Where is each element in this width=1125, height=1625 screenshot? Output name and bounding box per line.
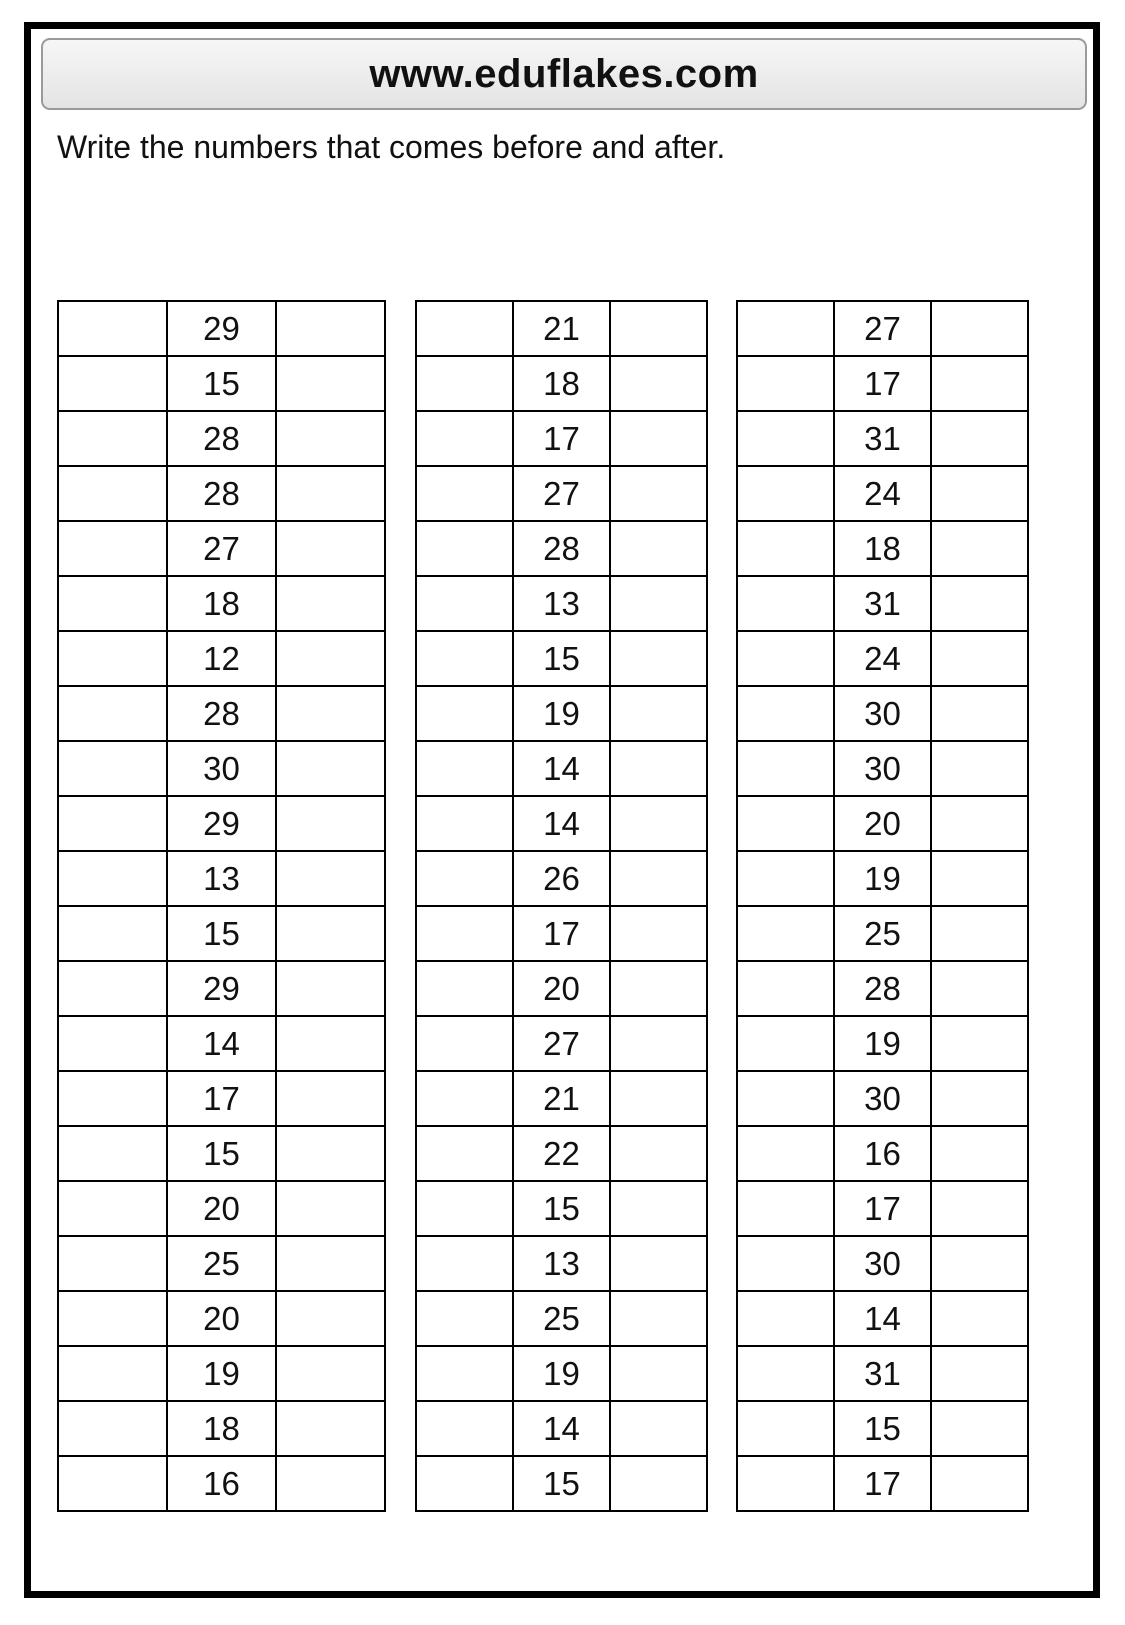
after-answer-cell[interactable] [610,1016,707,1071]
before-answer-cell[interactable] [737,466,834,521]
given-number-cell: 30 [834,741,931,796]
before-answer-cell[interactable] [737,686,834,741]
before-answer-cell[interactable] [737,961,834,1016]
given-number-cell: 28 [167,466,276,521]
table-row [737,1401,1028,1456]
before-answer-cell[interactable] [737,1346,834,1401]
given-number-cell: 27 [513,1016,610,1071]
before-answer-cell[interactable] [737,1401,834,1456]
given-number-cell: 29 [167,301,276,356]
given-number-cell: 14 [167,1016,276,1071]
given-number-cell: 16 [167,1456,276,1511]
before-answer-cell[interactable] [737,1236,834,1291]
before-answer-cell[interactable] [58,1126,167,1181]
given-number-cell: 20 [513,961,610,1016]
table-row [737,356,1028,411]
given-number-cell: 28 [513,521,610,576]
table-row [58,1071,385,1126]
before-answer-cell[interactable] [416,301,513,356]
after-answer-cell[interactable] [610,796,707,851]
header-bar [41,38,1087,110]
table-row [416,741,707,796]
before-answer-cell[interactable] [737,1456,834,1511]
after-answer-cell[interactable] [276,301,385,356]
given-number-cell: 28 [834,961,931,1016]
before-answer-cell[interactable] [58,1016,167,1071]
table-row [58,1236,385,1291]
given-number-cell: 12 [167,631,276,686]
given-number-cell: 19 [513,1346,610,1401]
table-row [58,906,385,961]
before-answer-cell[interactable] [416,1016,513,1071]
before-answer-cell[interactable] [416,686,513,741]
before-answer-cell[interactable] [737,1016,834,1071]
table-row [58,686,385,741]
given-number-cell: 24 [834,631,931,686]
before-answer-cell[interactable] [416,1236,513,1291]
table-row [416,1291,707,1346]
after-answer-cell[interactable] [276,1346,385,1401]
after-answer-cell[interactable] [276,1236,385,1291]
given-number-cell: 15 [167,356,276,411]
before-answer-cell[interactable] [58,961,167,1016]
before-answer-cell[interactable] [416,796,513,851]
given-number-cell: 15 [167,1126,276,1181]
table-row [737,741,1028,796]
before-answer-cell[interactable] [737,741,834,796]
table-row [416,576,707,631]
table-row [58,576,385,631]
before-answer-cell[interactable] [416,906,513,961]
table-row [737,686,1028,741]
given-number-cell: 20 [167,1181,276,1236]
table-row [737,1126,1028,1181]
given-number-cell: 13 [167,851,276,906]
after-answer-cell[interactable] [610,1071,707,1126]
given-number-cell: 27 [167,521,276,576]
given-number-cell: 20 [834,796,931,851]
before-answer-cell[interactable] [416,1401,513,1456]
before-answer-cell[interactable] [737,1126,834,1181]
after-answer-cell[interactable] [610,686,707,741]
table-row [58,356,385,411]
given-number-cell: 15 [834,1401,931,1456]
table-row [416,521,707,576]
table-row [58,1401,385,1456]
given-number-cell: 28 [167,411,276,466]
before-answer-cell[interactable] [416,1126,513,1181]
table-row [416,1126,707,1181]
before-answer-cell[interactable] [737,906,834,961]
given-number-cell: 17 [834,1456,931,1511]
after-answer-cell[interactable] [610,1291,707,1346]
table-row [737,631,1028,686]
before-answer-cell[interactable] [416,521,513,576]
table-row [737,521,1028,576]
given-number-cell: 14 [513,741,610,796]
after-answer-cell[interactable] [931,686,1028,741]
table-row [737,1346,1028,1401]
table-row [416,1401,707,1456]
after-answer-cell[interactable] [931,1456,1028,1511]
before-answer-cell[interactable] [58,301,167,356]
given-number-cell: 31 [834,576,931,631]
table-row [58,301,385,356]
table-row [416,1181,707,1236]
before-answer-cell[interactable] [58,741,167,796]
table-row [58,961,385,1016]
given-number-cell: 13 [513,576,610,631]
site-title: www.eduflakes.com [369,51,759,96]
after-answer-cell[interactable] [276,521,385,576]
after-answer-cell[interactable] [931,796,1028,851]
given-number-cell: 20 [167,1291,276,1346]
before-answer-cell[interactable] [58,686,167,741]
table-row [737,1071,1028,1126]
instruction-text: Write the numbers that comes before and after. [57,129,726,165]
given-number-cell: 24 [834,466,931,521]
after-answer-cell[interactable] [931,1291,1028,1346]
table-row [58,1126,385,1181]
table-row [416,356,707,411]
given-number-cell: 25 [834,906,931,961]
table-row [737,1456,1028,1511]
given-number-cell: 25 [167,1236,276,1291]
after-answer-cell[interactable] [610,1181,707,1236]
before-answer-cell[interactable] [737,411,834,466]
before-answer-cell[interactable] [737,851,834,906]
before-answer-cell[interactable] [416,851,513,906]
given-number-cell: 29 [167,961,276,1016]
after-answer-cell[interactable] [610,1236,707,1291]
given-number-cell: 17 [167,1071,276,1126]
after-answer-cell[interactable] [276,1126,385,1181]
before-answer-cell[interactable] [416,1346,513,1401]
after-answer-cell[interactable] [610,1126,707,1181]
given-number-cell: 19 [834,851,931,906]
after-answer-cell[interactable] [610,356,707,411]
after-answer-cell[interactable] [610,301,707,356]
after-answer-cell[interactable] [276,686,385,741]
after-answer-cell[interactable] [610,741,707,796]
given-number-cell: 18 [834,521,931,576]
before-answer-cell[interactable] [416,1456,513,1511]
given-number-cell: 26 [513,851,610,906]
after-answer-cell[interactable] [276,1401,385,1456]
table-row [416,906,707,961]
number-table-1 [57,300,386,1512]
given-number-cell: 18 [513,356,610,411]
table-row [737,851,1028,906]
before-answer-cell[interactable] [58,411,167,466]
after-answer-cell[interactable] [610,1401,707,1456]
after-answer-cell[interactable] [276,741,385,796]
before-answer-cell[interactable] [737,301,834,356]
after-answer-cell[interactable] [931,576,1028,631]
before-answer-cell[interactable] [58,1456,167,1511]
before-answer-cell[interactable] [58,1236,167,1291]
given-number-cell: 21 [513,1071,610,1126]
after-answer-cell[interactable] [931,1236,1028,1291]
table-row [416,686,707,741]
after-answer-cell[interactable] [610,521,707,576]
table-row [58,411,385,466]
table-row [737,1291,1028,1346]
before-answer-cell[interactable] [737,356,834,411]
after-answer-cell[interactable] [276,1016,385,1071]
after-answer-cell[interactable] [276,1291,385,1346]
before-answer-cell[interactable] [737,1181,834,1236]
after-answer-cell[interactable] [276,631,385,686]
after-answer-cell[interactable] [931,741,1028,796]
after-answer-cell[interactable] [610,411,707,466]
table-row [737,411,1028,466]
before-answer-cell[interactable] [58,576,167,631]
after-answer-cell[interactable] [931,411,1028,466]
after-answer-cell[interactable] [276,796,385,851]
after-answer-cell[interactable] [931,906,1028,961]
table-row [416,1346,707,1401]
after-answer-cell[interactable] [610,961,707,1016]
table-row [58,1016,385,1071]
table-row [58,521,385,576]
given-number-cell: 27 [834,301,931,356]
before-answer-cell[interactable] [737,796,834,851]
table-row [737,466,1028,521]
given-number-cell: 17 [513,906,610,961]
given-number-cell: 15 [513,1181,610,1236]
after-answer-cell[interactable] [931,961,1028,1016]
table-row [416,1456,707,1511]
after-answer-cell[interactable] [610,1346,707,1401]
after-answer-cell[interactable] [610,631,707,686]
given-number-cell: 22 [513,1126,610,1181]
before-answer-cell[interactable] [416,411,513,466]
table-row [58,466,385,521]
given-number-cell: 21 [513,301,610,356]
before-answer-cell[interactable] [58,1291,167,1346]
given-number-cell: 31 [834,1346,931,1401]
given-number-cell: 30 [834,1071,931,1126]
after-answer-cell[interactable] [931,1181,1028,1236]
table-row [58,851,385,906]
table-row [416,851,707,906]
given-number-cell: 27 [513,466,610,521]
table-row [416,961,707,1016]
table-row [737,961,1028,1016]
given-number-cell: 15 [167,906,276,961]
after-answer-cell[interactable] [276,411,385,466]
table-row [416,466,707,521]
worksheet-page [24,22,1100,1598]
after-answer-cell[interactable] [931,521,1028,576]
given-number-cell: 19 [167,1346,276,1401]
before-answer-cell[interactable] [416,961,513,1016]
after-answer-cell[interactable] [931,466,1028,521]
before-answer-cell[interactable] [416,1181,513,1236]
before-answer-cell[interactable] [58,1346,167,1401]
given-number-cell: 17 [834,1181,931,1236]
table-row [58,631,385,686]
before-answer-cell[interactable] [737,576,834,631]
number-table-2 [415,300,708,1512]
after-answer-cell[interactable] [931,1401,1028,1456]
after-answer-cell[interactable] [610,466,707,521]
given-number-cell: 31 [834,411,931,466]
after-answer-cell[interactable] [276,356,385,411]
given-number-cell: 15 [513,1456,610,1511]
after-answer-cell[interactable] [610,906,707,961]
after-answer-cell[interactable] [276,466,385,521]
table-row [58,796,385,851]
before-answer-cell[interactable] [58,521,167,576]
table-row [737,1016,1028,1071]
given-number-cell: 16 [834,1126,931,1181]
after-answer-cell[interactable] [276,961,385,1016]
before-answer-cell[interactable] [58,906,167,961]
before-answer-cell[interactable] [416,741,513,796]
before-answer-cell[interactable] [416,1071,513,1126]
number-table-3 [736,300,1029,1512]
given-number-cell: 18 [167,1401,276,1456]
after-answer-cell[interactable] [610,1456,707,1511]
given-number-cell: 30 [167,741,276,796]
given-number-cell: 29 [167,796,276,851]
table-row [737,576,1028,631]
table-row [58,1456,385,1511]
given-number-cell: 18 [167,576,276,631]
before-answer-cell[interactable] [737,631,834,686]
after-answer-cell[interactable] [931,1071,1028,1126]
given-number-cell: 14 [834,1291,931,1346]
given-number-cell: 19 [834,1016,931,1071]
given-number-cell: 14 [513,1401,610,1456]
after-answer-cell[interactable] [931,851,1028,906]
before-answer-cell[interactable] [737,1291,834,1346]
table-row [58,1346,385,1401]
after-answer-cell[interactable] [610,576,707,631]
before-answer-cell[interactable] [737,1071,834,1126]
table-row [58,1181,385,1236]
table-row [737,301,1028,356]
table-row [416,301,707,356]
after-answer-cell[interactable] [610,851,707,906]
table-row [416,1071,707,1126]
given-number-cell: 19 [513,686,610,741]
after-answer-cell[interactable] [276,1181,385,1236]
given-number-cell: 14 [513,796,610,851]
before-answer-cell[interactable] [58,631,167,686]
after-answer-cell[interactable] [276,576,385,631]
table-row [416,411,707,466]
table-row [737,906,1028,961]
table-row [737,1236,1028,1291]
before-answer-cell[interactable] [416,1291,513,1346]
before-answer-cell[interactable] [416,466,513,521]
before-answer-cell[interactable] [737,521,834,576]
before-answer-cell[interactable] [416,576,513,631]
given-number-cell: 17 [834,356,931,411]
before-answer-cell[interactable] [416,631,513,686]
table-row [58,741,385,796]
before-answer-cell[interactable] [416,356,513,411]
after-answer-cell[interactable] [276,851,385,906]
given-number-cell: 30 [834,686,931,741]
given-number-cell: 28 [167,686,276,741]
table-row [416,1236,707,1291]
table-row [737,796,1028,851]
after-answer-cell[interactable] [931,1126,1028,1181]
table-row [416,796,707,851]
given-number-cell: 15 [513,631,610,686]
table-row [416,1016,707,1071]
after-answer-cell[interactable] [276,1071,385,1126]
before-answer-cell[interactable] [58,356,167,411]
before-answer-cell[interactable] [58,1071,167,1126]
given-number-cell: 30 [834,1236,931,1291]
before-answer-cell[interactable] [58,851,167,906]
after-answer-cell[interactable] [931,301,1028,356]
before-answer-cell[interactable] [58,1401,167,1456]
given-number-cell: 17 [513,411,610,466]
after-answer-cell[interactable] [931,631,1028,686]
before-answer-cell[interactable] [58,796,167,851]
given-number-cell: 13 [513,1236,610,1291]
after-answer-cell[interactable] [931,356,1028,411]
after-answer-cell[interactable] [276,906,385,961]
after-answer-cell[interactable] [931,1346,1028,1401]
table-row [58,1291,385,1346]
after-answer-cell[interactable] [276,1456,385,1511]
table-row [737,1181,1028,1236]
before-answer-cell[interactable] [58,1181,167,1236]
before-answer-cell[interactable] [58,466,167,521]
table-row [416,631,707,686]
given-number-cell: 25 [513,1291,610,1346]
after-answer-cell[interactable] [931,1016,1028,1071]
